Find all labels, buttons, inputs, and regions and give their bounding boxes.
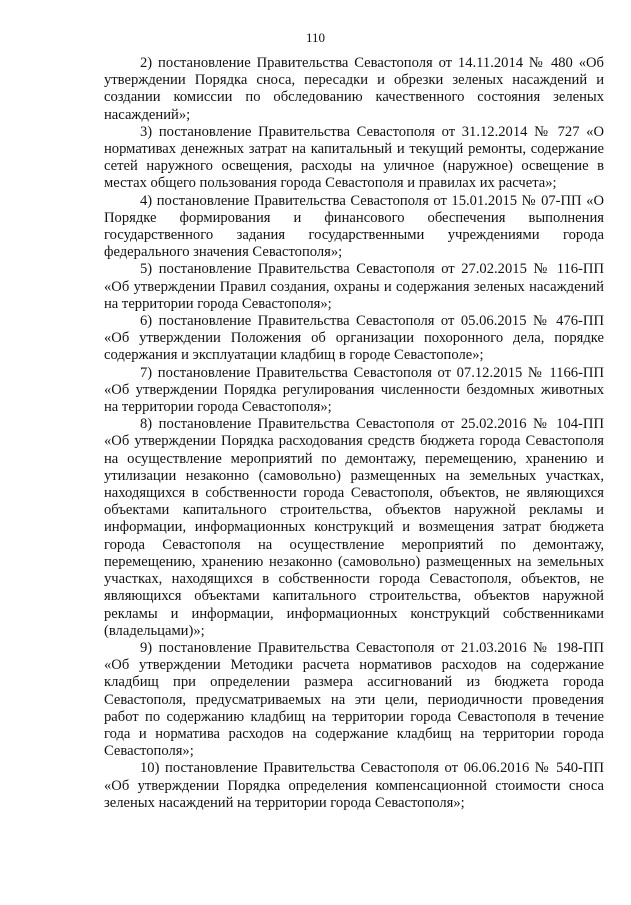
item-text: постановление Правительства Севастополя от 25.02.2016 № 104-ПП «Об утверждении Порядка расходования средств бюджета города Севастополя на осуществление мероприятий по демонтажу, перемещению, хранению и утилизации незаконно (самовольно) размещенных на земельных участках, находящихся в собственности города Севастополя, объектов, не являющихся объектами капитального строительства, объектов наружной рекламы и информации, информационных конструкций и возмещения затрат бюджета города Севастополя на осуществление мероприятий по демонтажу, перемещению, хранению незаконно (самовольно) размещенных на земельных участках, находящихся в собственности города Севастополя, объектов, не являющихся объектами капитального строительства, объектов наружной рекламы и информации, информационных конструкций собственниками (владельцами)»; (104, 416, 604, 639)
item-number: 6) (140, 313, 153, 330)
item-text: постановление Правительства Севастополя от 15.01.2015 № 07-ПП «О Порядке формирования и финансового обеспечения выполнения государственного задания государственными учреждениями города федерального значения Севастополя»; (104, 192, 604, 261)
item-number: 2) (140, 55, 153, 71)
item-text: постановление Правительства Севастополя от 06.06.2016 № 540-ПП «Об утверждении Порядка определения компенсационной стоимости сноса зеленых насаждений на территории города Севастополя»; (104, 760, 604, 811)
list-item (104, 640, 604, 760)
list-item (104, 313, 604, 365)
item-text: постановление Правительства Севастополя от 14.11.2014 № 480 «Об утверждении Порядка сноса, пересадки и обрезки зеленых насаждений и создании комиссии по обследованию качественного состояния зеленых насаждений»; (104, 55, 604, 123)
item-number: 10) (140, 760, 160, 777)
item-number: 5) (140, 261, 153, 278)
list-item (104, 261, 604, 313)
list-item (104, 365, 604, 417)
item-text: постановление Правительства Севастополя от 21.03.2016 № 198-ПП «Об утверждении Методики расчета нормативов расходов на содержание кладбищ при определении размера ассигнований из бюджета города Севастополя, предусматриваемых на эти цели, периодичности проведения работ по содержанию кладбищ на территории города Севастополя в течение года и норматива расходов на содержание кладбищ на территории города Севастополя»; (104, 639, 604, 760)
list-item (104, 124, 604, 193)
list-item (104, 760, 604, 812)
item-number: 7) (140, 364, 153, 381)
item-text: постановление Правительства Севастополя от 31.12.2014 № 727 «О нормативах денежных затрат на капитальный и текущий ремонты, содержание сетей наружного освещения, расходы на уличное (наружное) освещение в местах общего пользования города Севастополя и правилах их расчета»; (104, 123, 604, 192)
item-text: постановление Правительства Севастополя от 05.06.2015 № 476-ПП «Об утверждении Положения об организации похоронного дела, порядке содержания и эксплуатации кладбищ в городе Севастополе»; (104, 313, 604, 364)
item-number: 4) (140, 192, 153, 209)
list-item (104, 416, 604, 640)
item-number: 9) (140, 639, 153, 656)
item-number: 3) (140, 123, 153, 140)
item-text: постановление Правительства Севастополя от 07.12.2015 № 1166-ПП «Об утверждении Порядка регулирования численности бездомных животных на территории города Севастополя»; (104, 364, 605, 416)
page-number: 110 (305, 30, 326, 45)
item-text: постановление Правительства Севастополя от 27.02.2015 № 116-ПП «Об утверждении Правил создания, охраны и содержания зеленых насаждений на территории города Севастополя»; (104, 261, 604, 312)
document-body (104, 55, 604, 812)
list-item (104, 193, 604, 262)
item-number: 8) (140, 416, 153, 433)
list-item (104, 55, 604, 124)
